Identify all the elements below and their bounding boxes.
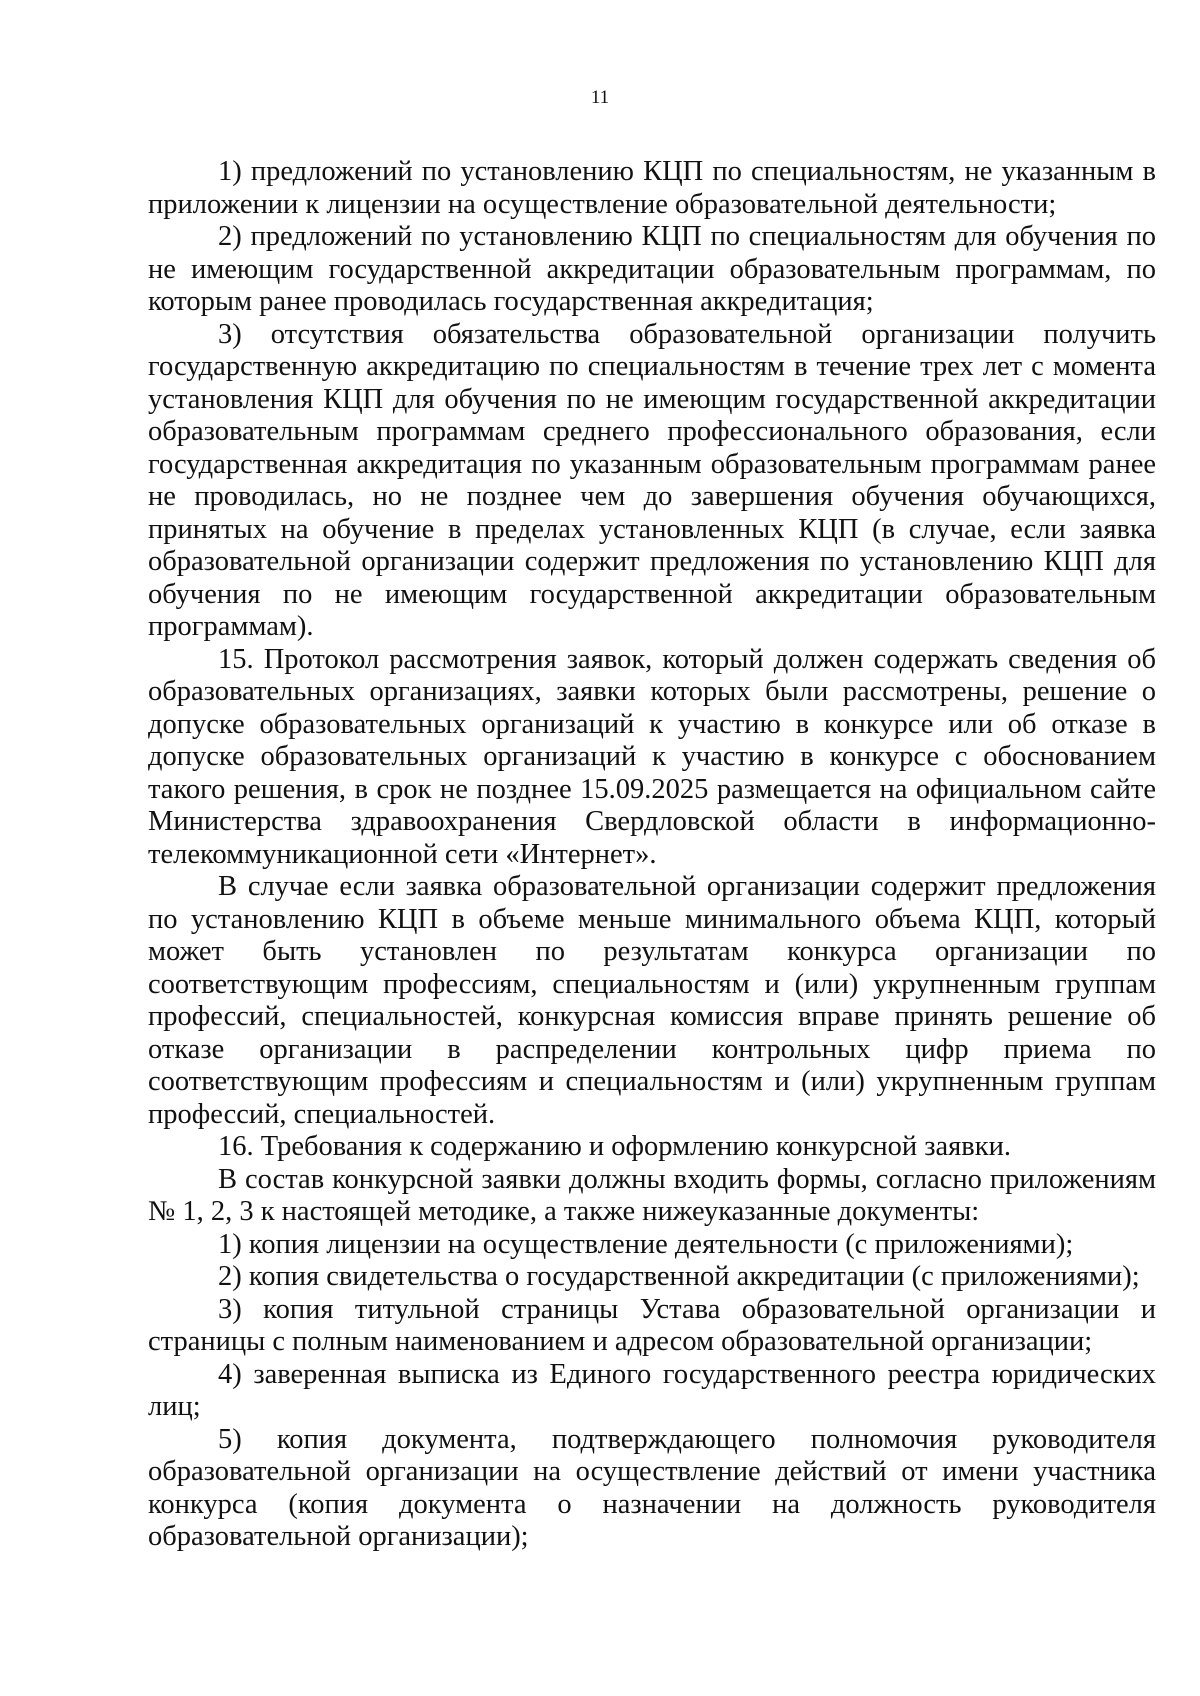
paragraph-item-2-no-accreditation: 2) предложений по установлению КЦП по специальностям для обучения по не имеющим государственной аккредитации образовательным программам, по которым ранее проводилась государственная аккредитация;	[148, 221, 1156, 317]
paragraph-doc-3-charter-copy: 3) копия титульной страницы Устава образовательной организации и страницы с полным наименованием и адресом образовательной организации;	[148, 1293, 1156, 1357]
document-body	[148, 156, 1156, 1554]
paragraph-item-1-unlicensed-specialties: 1) предложений по установлению КЦП по специальностям, не указанным в приложении к лицензии на осуществление образовательной деятельности;	[148, 156, 1156, 220]
paragraph-section-15-protocol: 15. Протокол рассмотрения заявок, который должен содержать сведения об образовательных организациях, заявки которых были рассмотрены, решение о допуске образовательных организаций к участию в конкурсе или об отказе в допуске образовательных организаций к участию в конкурсе с обоснованием такого решения, в срок не позднее 15.09.2025 размещается на официальном сайте Министерства здравоохранения Свердловской области в информационно-телекоммуникационной сети «Интернет».	[148, 643, 1156, 870]
paragraph-item-3-accreditation-obligation: 3) отсутствия обязательства образовательной организации получить государственную аккредитацию по специальностям в течение трех лет с момента установления КЦП для обучения по не имеющим государственной аккредитации образовательным программам среднего профессионального образования, если государственная аккредитация по указанным образовательным программам ранее не проводилась, но не позднее чем до завершения обучения обучающихся, принятых на обучение в пределах установленных КЦП (в случае, если заявка образовательной организации содержит предложения по установлению КЦП для обучения по не имеющим государственной аккредитации образовательным программам).	[148, 318, 1156, 642]
paragraph-doc-5-authority-document: 5) копия документа, подтверждающего полномочия руководителя образовательной организации на осуществление действий от имени участника конкурса (копия документа о назначении на должность руководителя образовательной организации);	[148, 1423, 1156, 1552]
paragraph-doc-4-register-extract: 4) заверенная выписка из Единого государственного реестра юридических лиц;	[148, 1358, 1156, 1422]
paragraph-doc-2-accreditation-copy: 2) копия свидетельства о государственной аккредитации (с приложениями);	[218, 1261, 1140, 1292]
paragraph-refusal-minimum-volume: В случае если заявка образовательной организации содержит предложения по установлению КЦП в объеме меньше минимального объема КЦП, который может быть установлен по результатам конкурса организации по соответствующим профессиям, специальностям и (или) укрупненным группам профессий, специальностей, конкурсная комиссия вправе принять решение об отказе организации в распределении контрольных цифр приема по соответствующим профессиям и специальностям и (или) укрупненным группам профессий, специальностей.	[148, 871, 1156, 1130]
paragraph-section-16-requirements: 16. Требования к содержанию и оформлению конкурсной заявки.	[218, 1131, 1011, 1162]
page-number: 11	[590, 87, 610, 108]
paragraph-doc-1-license-copy: 1) копия лицензии на осуществление деятельности (с приложениями);	[218, 1228, 1074, 1260]
paragraph-application-composition: В состав конкурсной заявки должны входить формы, согласно приложениям № 1, 2, 3 к настоящей методике, а также нижеуказанные документы:	[148, 1163, 1156, 1227]
